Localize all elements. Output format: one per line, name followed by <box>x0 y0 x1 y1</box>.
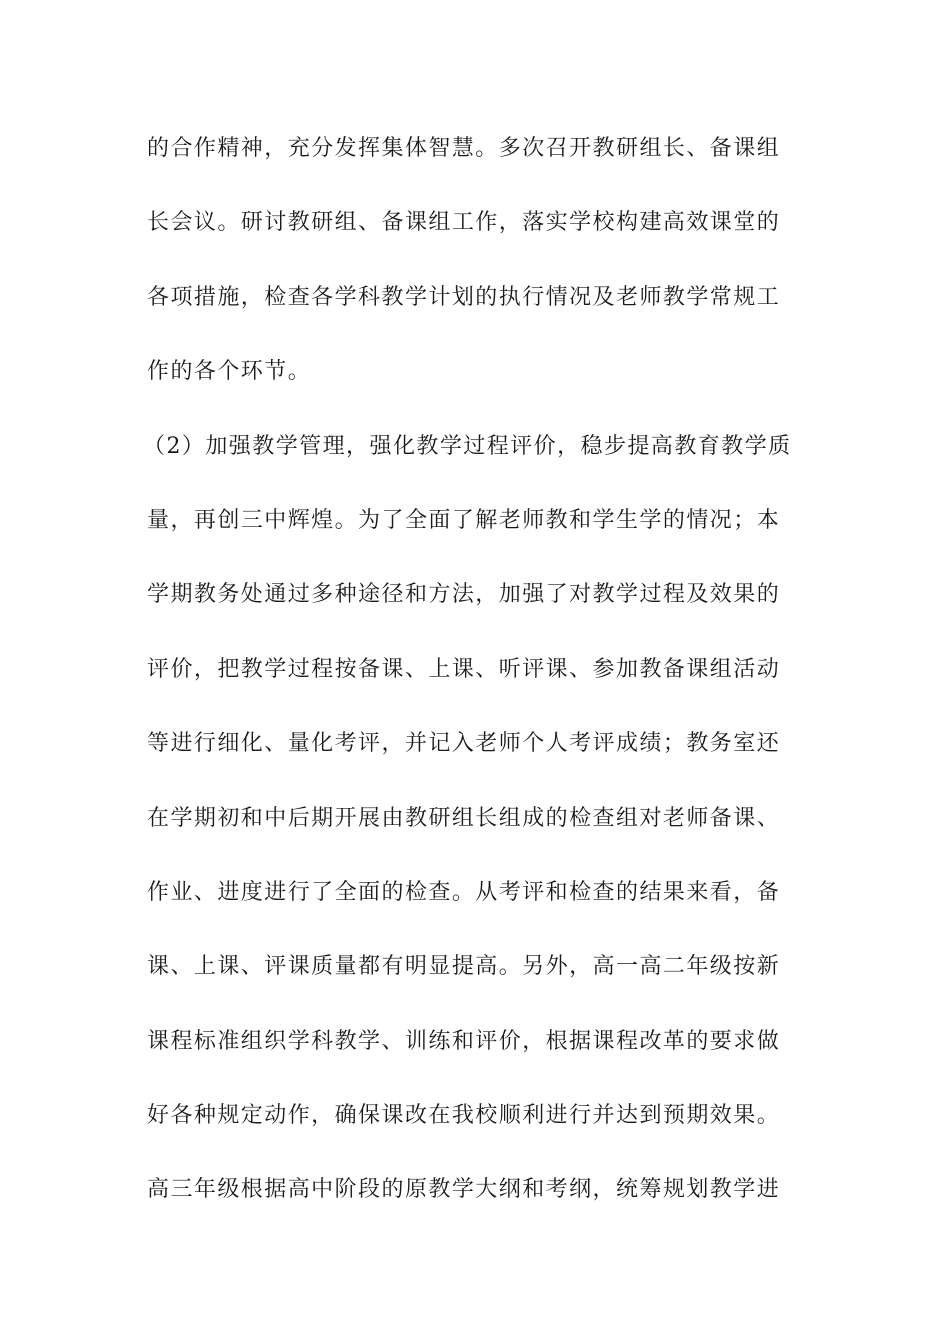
text-line: 评价，把教学过程按备课、上课、听评课、参加教备课组活动 <box>147 656 781 682</box>
text-line: 的合作精神，充分发挥集体智慧。多次召开教研组长、备课组 <box>147 136 781 161</box>
document-body <box>143 130 807 1246</box>
text-line: 好各种规定动作，确保课改在我校顺利进行并达到预期效果。 <box>147 1103 781 1129</box>
text-line: 各项措施，检查各学科教学计划的执行情况及老师教学常规工 <box>147 284 781 310</box>
text-line: 作的各个环节。 <box>147 359 312 385</box>
text-line: 学期教务处通过多种途径和方法，加强了对教学过程及效果的 <box>147 582 781 608</box>
text-line: 量，再创三中辉煌。为了全面了解老师教和学生学的情况；本 <box>147 507 781 533</box>
text-line: 作业、进度进行了全面的检查。从考评和检查的结果来看，备 <box>147 879 781 905</box>
text-line: 课程标准组织学科教学、训练和评价，根据课程改革的要求做 <box>147 1028 781 1054</box>
text-line: 课、上课、评课质量都有明显提高。另外，高一高二年级按新 <box>147 954 781 980</box>
text-line: 在学期初和中后期开展由教研组长组成的检查组对老师备课、 <box>147 805 781 831</box>
text-line: 高三年级根据高中阶段的原教学大纲和考纲，统筹规划教学进 <box>147 1177 781 1203</box>
text-line: 长会议。研讨教研组、备课组工作，落实学校构建高效课堂的 <box>147 210 781 236</box>
text-line: 等进行细化、量化考评，并记入老师个人考评成绩；教务室还 <box>147 731 781 757</box>
text-line: （2）加强教学管理，强化教学过程评价，稳步提高教育教学质 <box>143 433 792 459</box>
